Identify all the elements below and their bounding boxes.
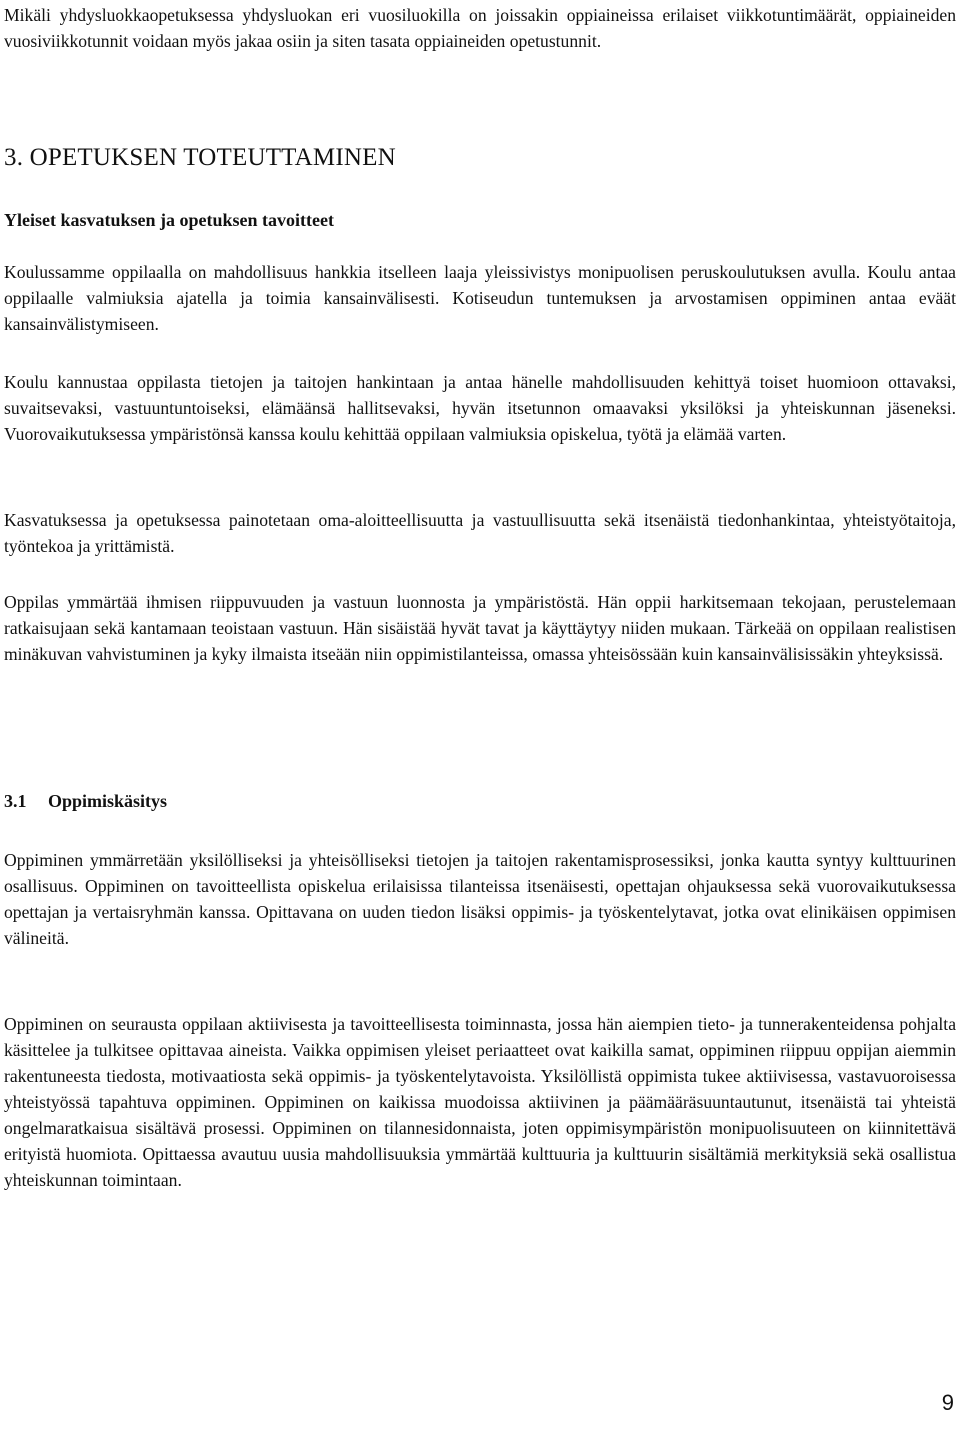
subsection-paragraph-2: Oppiminen on seurausta oppilaan aktiivisesta ja tavoitteellisesta toiminnasta, jossa hän aiempien tieto- ja tunnerakenteidensa pohjalta käsittelee ja tulkitsee opittavaa aineista. Vaikka oppimisen yleiset periaatteet ovat kaikilla samat, oppiminen riippuu oppijan aiemmin rakentuneesta tiedosta, motivaatiosta sekä oppimis- ja työskentelytavoista. Yksilöllistä oppimista tukee aktiivisessa, vastavuoroisessa yhteistyössä tapahtuva oppiminen. Oppiminen on kaikissa muodoissa aktiivinen ja päämääräsuuntautunut, itsenäistä tai yhteistä ongelmaratkaisua sisältävä prosessi. Oppiminen on tilannesidonnaista, joten oppimisympäristön monipuolisuuteen on kiinnitettävä erityistä huomiota. Opittaessa avautuu uusia mahdollisuuksia ymmärtää kulttuuria ja kulttuurin sisältämiä merkityksiä sekä osallistua yhteiskunnan toimintaan. — [4, 1014, 956, 1190]
subsection-number: 3.1 — [4, 791, 27, 811]
intro-paragraph: Mikäli yhdysluokkaopetuksessa yhdysluokan eri vuosiluokilla on joissakin oppiaineissa erilaiset viikkotuntimäärät, oppiaineiden vuosiviikkotunnit voidaan myös jakaa osiin ja siten tasata oppiaineiden opetustunnit. — [4, 5, 956, 51]
paragraph-2: Koulu kannustaa oppilasta tietojen ja taitojen hankintaan ja antaa hänelle mahdollisuuden kehittyä toiset huomioon ottavaksi, suvaitsevaksi, vastuuntuntoiseksi, elämäänsä hallitsevaksi, hyvän itsetunnon omaavaksi yksilöksi ja yhteiskunnan jäseneksi. Vuorovaikutuksessa ympäristönsä kanssa koulu kehittää oppilaan valmiuksia opiskelua, työtä ja elämää varten. — [4, 372, 956, 444]
subheading: Yleiset kasvatuksen ja opetuksen tavoitteet — [4, 210, 334, 230]
paragraph-1: Koulussamme oppilaalla on mahdollisuus hankkia itselleen laaja yleissivistys monipuolisen peruskoulutuksen avulla. Koulu antaa oppilaalle valmiuksia ajatella ja toimia kansainvälisesti. Kotiseudun tuntemuksen ja arvostamisen oppiminen antaa eväät kansainvälistymiseen. — [4, 262, 956, 334]
subsection-title: Oppimiskäsitys — [48, 791, 168, 811]
subsection-heading — [4, 788, 167, 814]
paragraph-4: Oppilas ymmärtää ihmisen riippuvuuden ja vastuun luonnosta ja ympäristöstä. Hän oppii harkitsemaan tekojaan, perustelemaan ratkaisujaan sekä kantamaan teoistaan vastuun. Hän sisäistää hyvät tavat ja käyttäytyy niiden mukaan. Tärkeää on oppilaan realistisen minäkuvan vahvistuminen ja kyky ilmaista itseään niin oppimistilanteissa, omassa yhteisössään kuin kansainvälisissäkin yhteyksissä. — [4, 592, 956, 664]
paragraph-3: Kasvatuksessa ja opetuksessa painotetaan oma-aloitteellisuutta ja vastuullisuutta sekä itsenäistä tiedonhankintaa, yhteistyötaitoja, työntekoa ja yrittämistä. — [4, 510, 956, 556]
subsection-paragraph-1: Oppiminen ymmärretään yksilölliseksi ja yhteisölliseksi tietojen ja taitojen rakentamisprosessiksi, jonka kautta syntyy kulttuurinen osallisuus. Oppiminen on tavoitteellista opiskelua erilaisissa tilanteissa itsenäisesti, opettajan ohjauksessa sekä vuorovaikutuksessa opettajan ja vertaisryhmän kanssa. Opittavana on uuden tiedon lisäksi oppimis- ja työskentelytavat, jotka ovat elinikäisen oppimisen välineitä. — [4, 850, 956, 948]
page-number: 9 — [941, 1390, 954, 1415]
section-heading: 3. OPETUKSEN TOTEUTTAMINEN — [4, 144, 396, 171]
